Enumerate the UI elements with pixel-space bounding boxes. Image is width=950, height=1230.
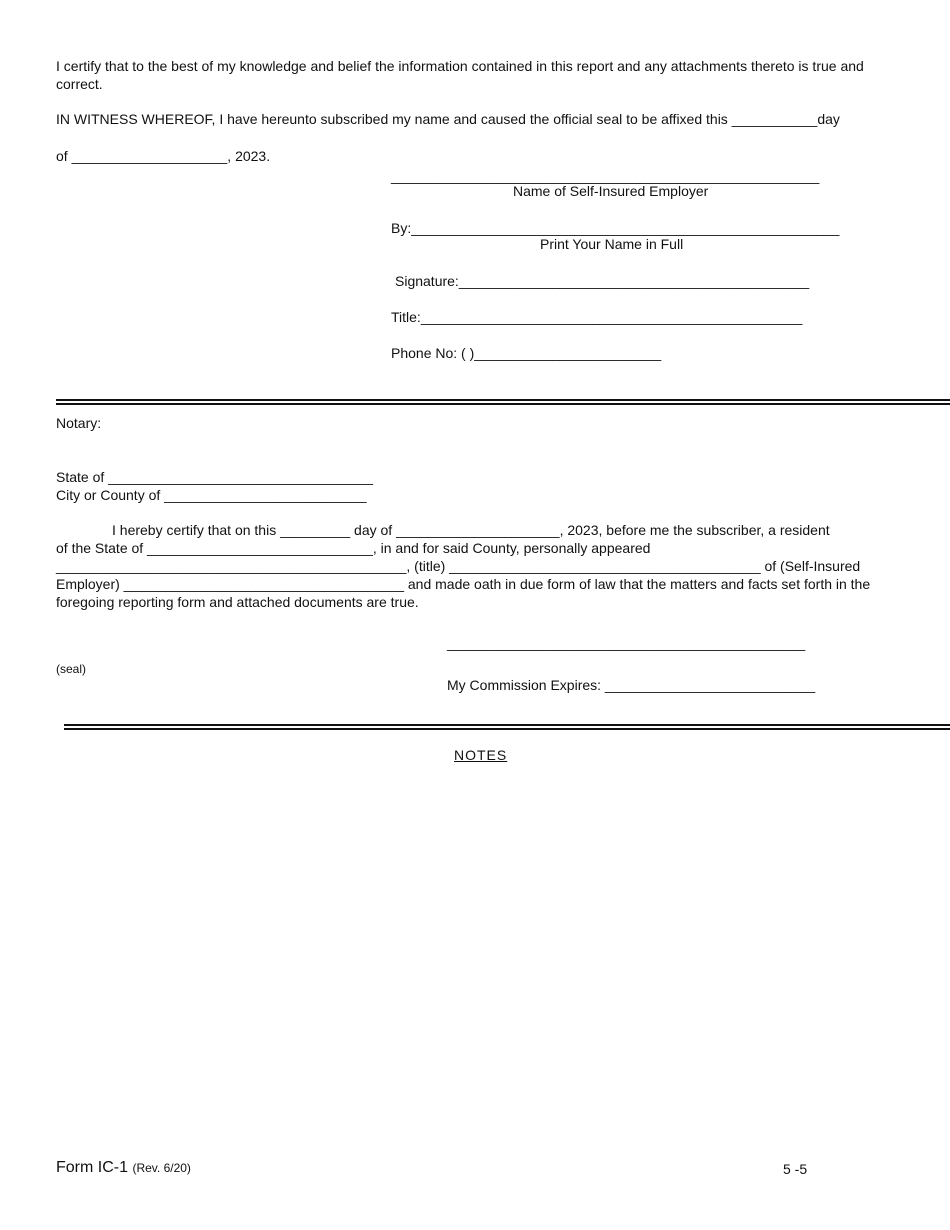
notary-county-line[interactable]: City or County of __________________________ — [56, 487, 367, 503]
commission-expires-line[interactable]: My Commission Expires: ___________________________ — [447, 677, 816, 693]
section-divider — [64, 724, 950, 730]
footer-form-id — [56, 1158, 191, 1178]
form-name: Form IC-1 — [56, 1159, 128, 1176]
page-number: 5 -5 — [783, 1161, 808, 1177]
notary-label: Notary: — [56, 415, 102, 431]
employer-name-caption: Name of Self-Insured Employer — [513, 183, 709, 199]
by-name-caption: Print Your Name in Full — [540, 236, 684, 252]
notary-paragraph-line: Employer) ____________________________________ and made oath in due form of law that the matters and facts set forth in the — [56, 576, 871, 592]
seal-label: (seal) — [56, 662, 87, 676]
title-line[interactable]: Title:_________________________________________________ — [391, 309, 803, 325]
witness-line: IN WITNESS WHEREOF, I have hereunto subscribed my name and caused the official seal to be affixed this ___________day — [56, 111, 840, 127]
notes-heading: NOTES — [454, 747, 508, 763]
employer-name-line[interactable]: _______________________________________________________ — [391, 168, 820, 184]
form-revision: (Rev. 6/20) — [132, 1161, 191, 1175]
signature-line[interactable]: Signature:_____________________________________________ — [395, 273, 810, 289]
certification-statement: I certify that to the best of my knowledge and belief the information contained in this report and any attachments thereto is true and correct. — [56, 58, 864, 92]
section-divider — [56, 399, 950, 405]
notary-paragraph-line: _____________________________________________, (title) ________________________________________ of (Self-Insured — [56, 558, 861, 574]
notary-signature-line[interactable]: ______________________________________________ — [447, 635, 806, 651]
by-name-line[interactable]: By:_______________________________________________________ — [391, 220, 840, 236]
witness-date-line: of ____________________, 2023. — [56, 148, 271, 164]
notary-state-line[interactable]: State of __________________________________ — [56, 469, 373, 485]
notary-paragraph-line: of the State of _____________________________, in and for said County, personally appeared — [56, 540, 651, 556]
notary-paragraph-line: I hereby certify that on this _________ day of _____________________, 2023, before me the subscriber, a resident — [112, 522, 830, 538]
notary-paragraph-line: foregoing reporting form and attached documents are true. — [56, 594, 419, 610]
phone-line[interactable]: Phone No: ( )________________________ — [391, 345, 662, 361]
